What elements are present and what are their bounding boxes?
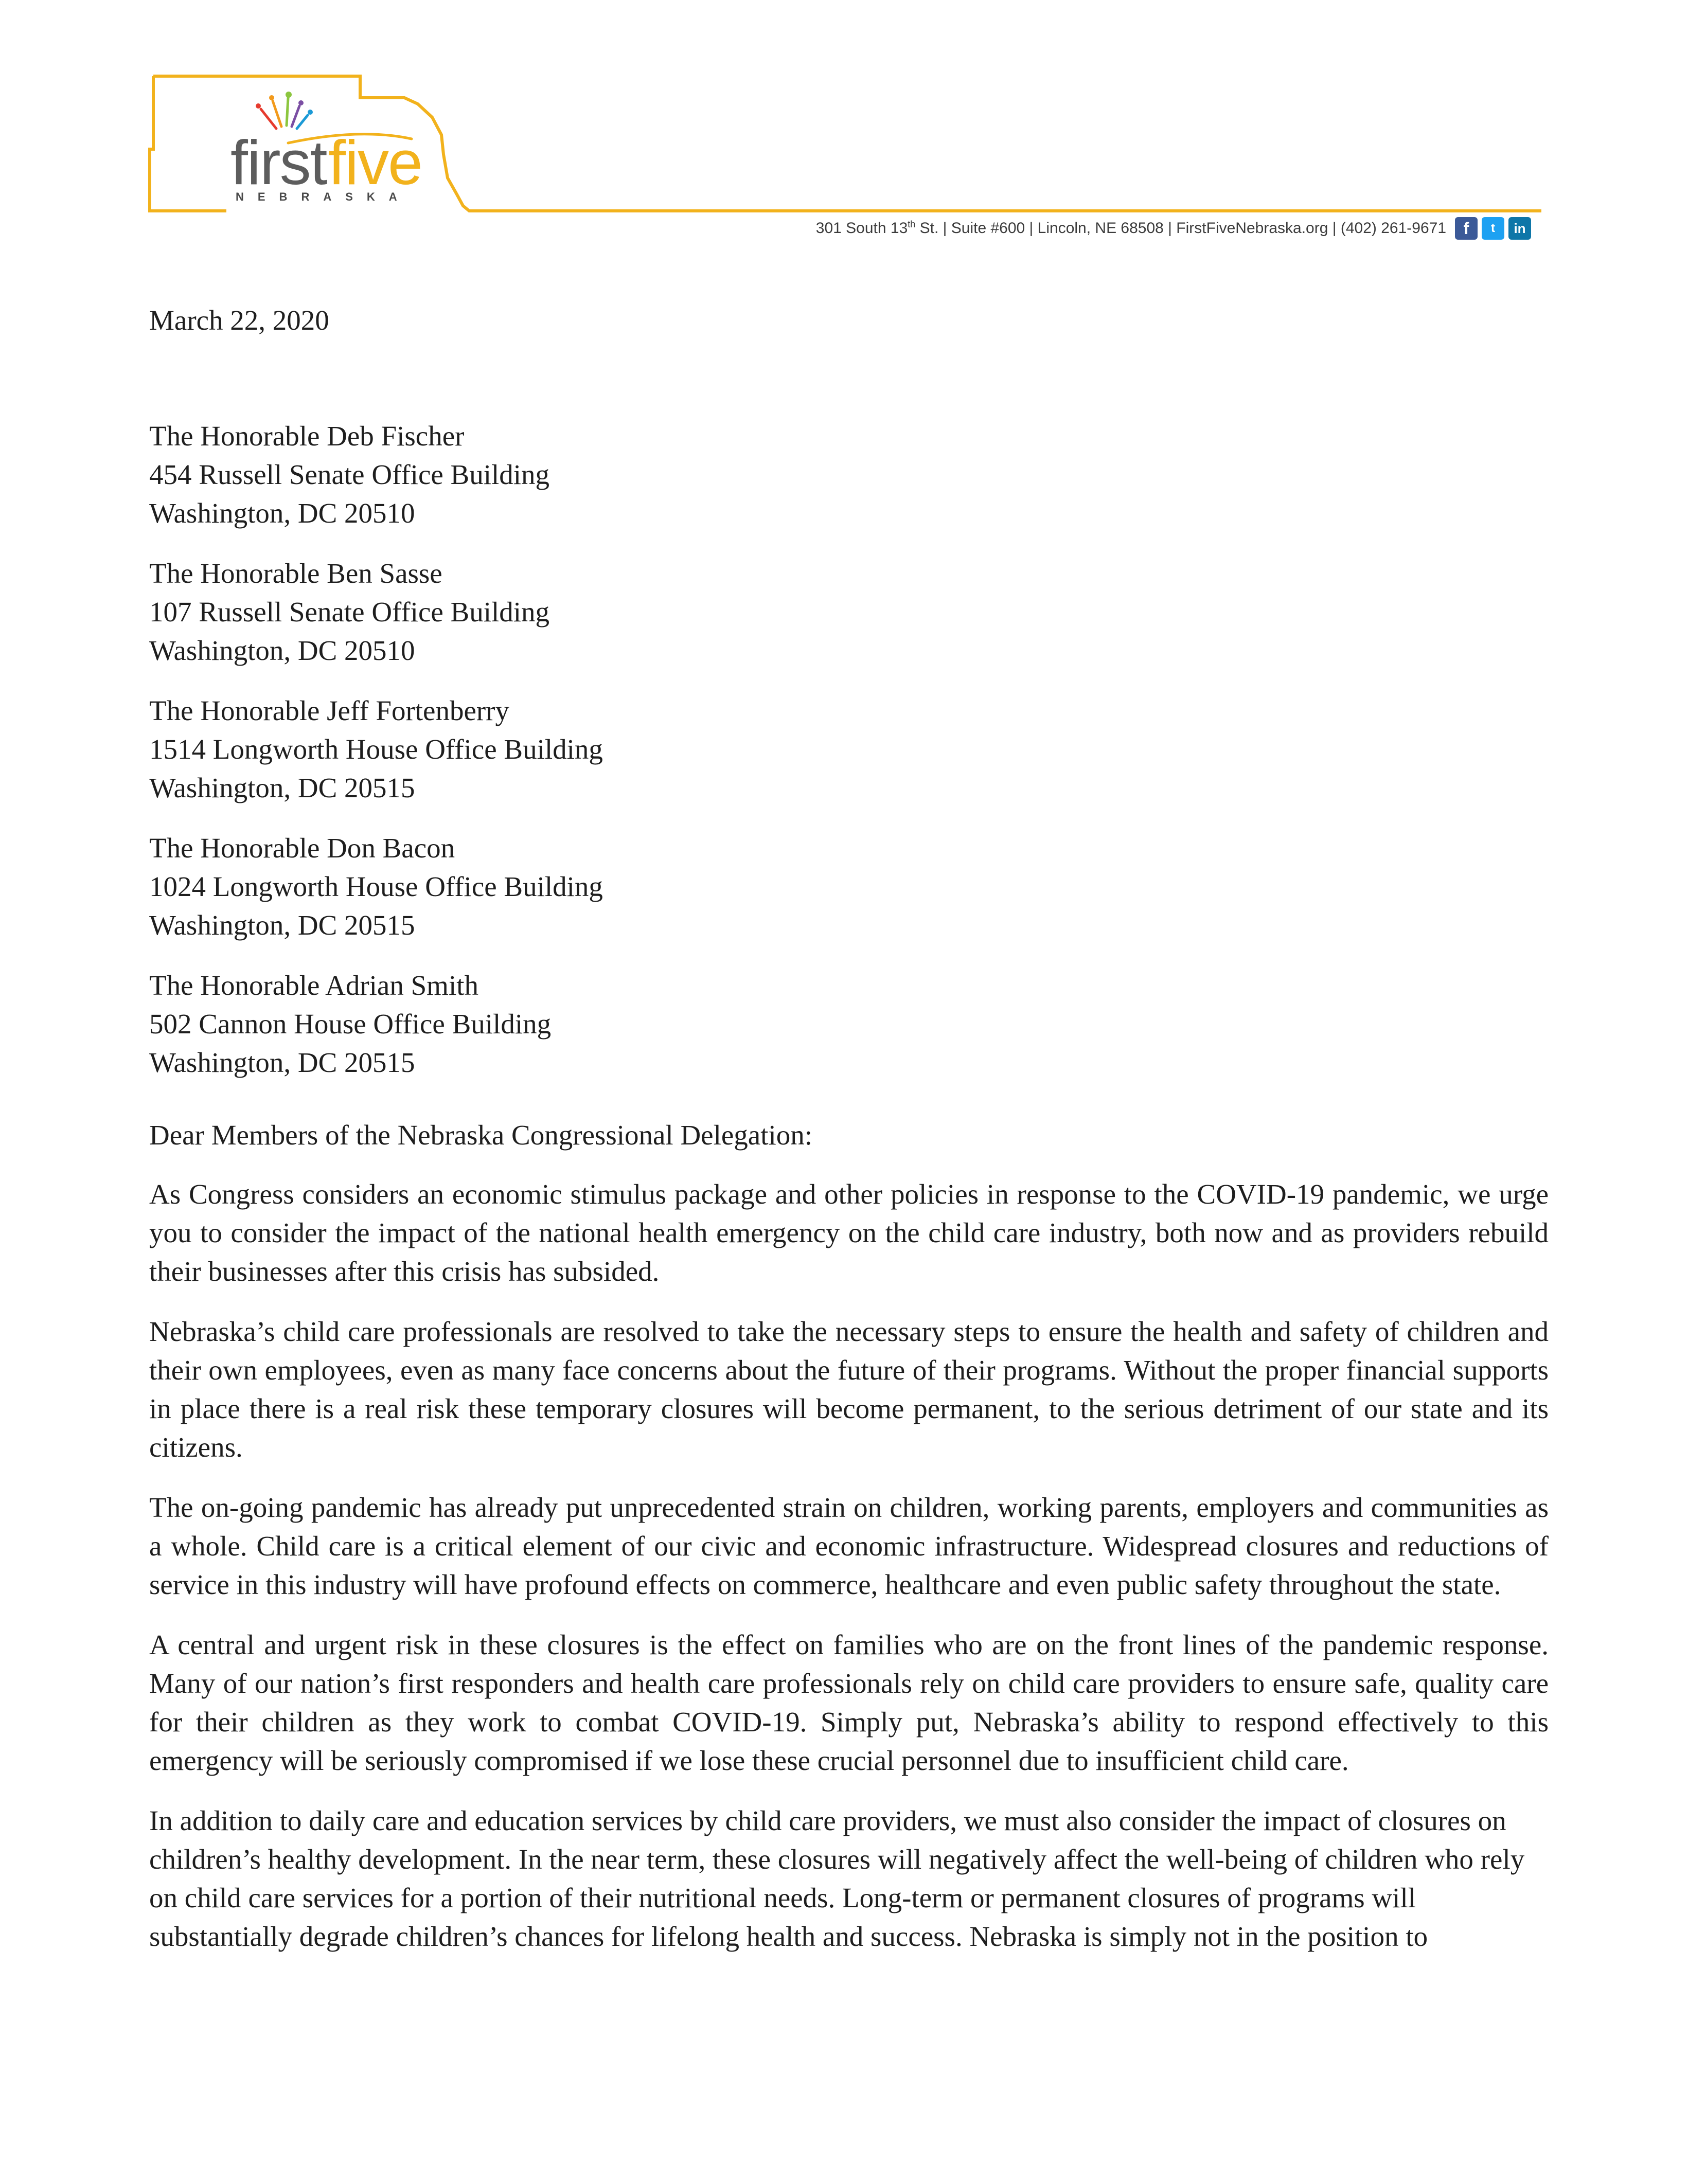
recipient-office: 1514 Longworth House Office Building — [149, 733, 603, 765]
recipient-block — [149, 691, 1549, 807]
logo-word-five: five — [328, 128, 422, 198]
recipient-city: Washington, DC 20510 — [149, 497, 415, 529]
linkedin-icon[interactable]: in — [1508, 217, 1531, 240]
salutation: Dear Members of the Nebraska Congressional Delegation: — [149, 1119, 813, 1151]
body-paragraph: The on-going pandemic has already put unprecedented strain on children, working parents, employers and communities as a whole. Child care is a critical element of our civic and economic infrastructure. Widespread closures and reductions of service in this industry will have profound effects on commerce, healthcare and even public safety throughout the state. — [149, 1492, 1549, 1600]
recipient-block — [149, 417, 1549, 532]
recipient-office: 1024 Longworth House Office Building — [149, 871, 603, 902]
contact-street: 301 South 13 — [815, 220, 908, 237]
contact-rest: St. | Suite #600 | Lincoln, NE 68508 | FirstFiveNebraska.org | (402) 261-9671 — [915, 220, 1446, 237]
body-paragraph: In addition to daily care and education services by child care providers, we must also consider the impact of closures on children’s healthy development. In the near term, these closures will negatively affect the well-being of children who rely on child care services for a portion of their nutritional needs. Long-term or permanent closures of programs will substantially degrade children’s chances for lifelong health and success. Nebraska is simply not in the position to — [149, 1805, 1525, 1952]
letterhead — [0, 0, 1688, 257]
letter-date: March 22, 2020 — [149, 305, 329, 336]
twitter-icon[interactable]: t — [1482, 217, 1504, 240]
recipient-city: Washington, DC 20510 — [149, 635, 415, 666]
sparkle-dots-icon — [256, 92, 313, 115]
nebraska-state-outline-west — [150, 76, 226, 211]
recipient-city: Washington, DC 20515 — [149, 1047, 415, 1078]
logo-word-first: first — [230, 128, 327, 198]
facebook-icon[interactable]: f — [1455, 217, 1478, 240]
body-paragraph: As Congress considers an economic stimulus package and other policies in response to the COVID-19 pandemic, we urge you to consider the impact of the national health emergency on the child care industry, both now and as providers rebuild their businesses after this crisis has subsided. — [149, 1178, 1549, 1287]
recipient-list — [149, 417, 1549, 1082]
recipient-city: Washington, DC 20515 — [149, 909, 415, 941]
contact-line — [816, 219, 1446, 237]
recipient-office: 454 Russell Senate Office Building — [149, 459, 550, 490]
recipient-office: 107 Russell Senate Office Building — [149, 596, 550, 628]
recipient-name: The Honorable Deb Fischer — [149, 420, 465, 452]
body-paragraph: A central and urgent risk in these closures is the effect on families who are on the front lines of the pandemic response. Many of our nation’s first responders and health care professionals rely on child care providers to ensure safe, quality care for their children as they work to combat COVID-19. Simply put, Nebraska’s ability to respond effectively to this emergency will be seriously compromised if we lose these crucial personnel due to insufficient child care. — [149, 1629, 1549, 1776]
recipient-block — [149, 829, 1549, 944]
letter-body — [149, 301, 1549, 1956]
recipient-office: 502 Cannon House Office Building — [149, 1008, 552, 1040]
contact-street-suffix: th — [908, 219, 916, 229]
recipient-name: The Honorable Ben Sasse — [149, 558, 442, 589]
recipient-block — [149, 554, 1549, 670]
recipient-name: The Honorable Don Bacon — [149, 832, 455, 864]
recipient-name: The Honorable Adrian Smith — [149, 970, 479, 1001]
recipient-block — [149, 966, 1549, 1082]
recipient-city: Washington, DC 20515 — [149, 772, 415, 803]
logo-subtitle: NEBRASKA — [236, 190, 411, 203]
recipient-name: The Honorable Jeff Fortenberry — [149, 695, 509, 726]
body-paragraph: Nebraska’s child care professionals are resolved to take the necessary steps to ensure the health and safety of children and their own employees, even as many face concerns about the future of their programs. Without the proper financial supports in place there is a real risk these temporary closures will become permanent, to the serious detriment of our state and its citizens. — [149, 1316, 1549, 1463]
